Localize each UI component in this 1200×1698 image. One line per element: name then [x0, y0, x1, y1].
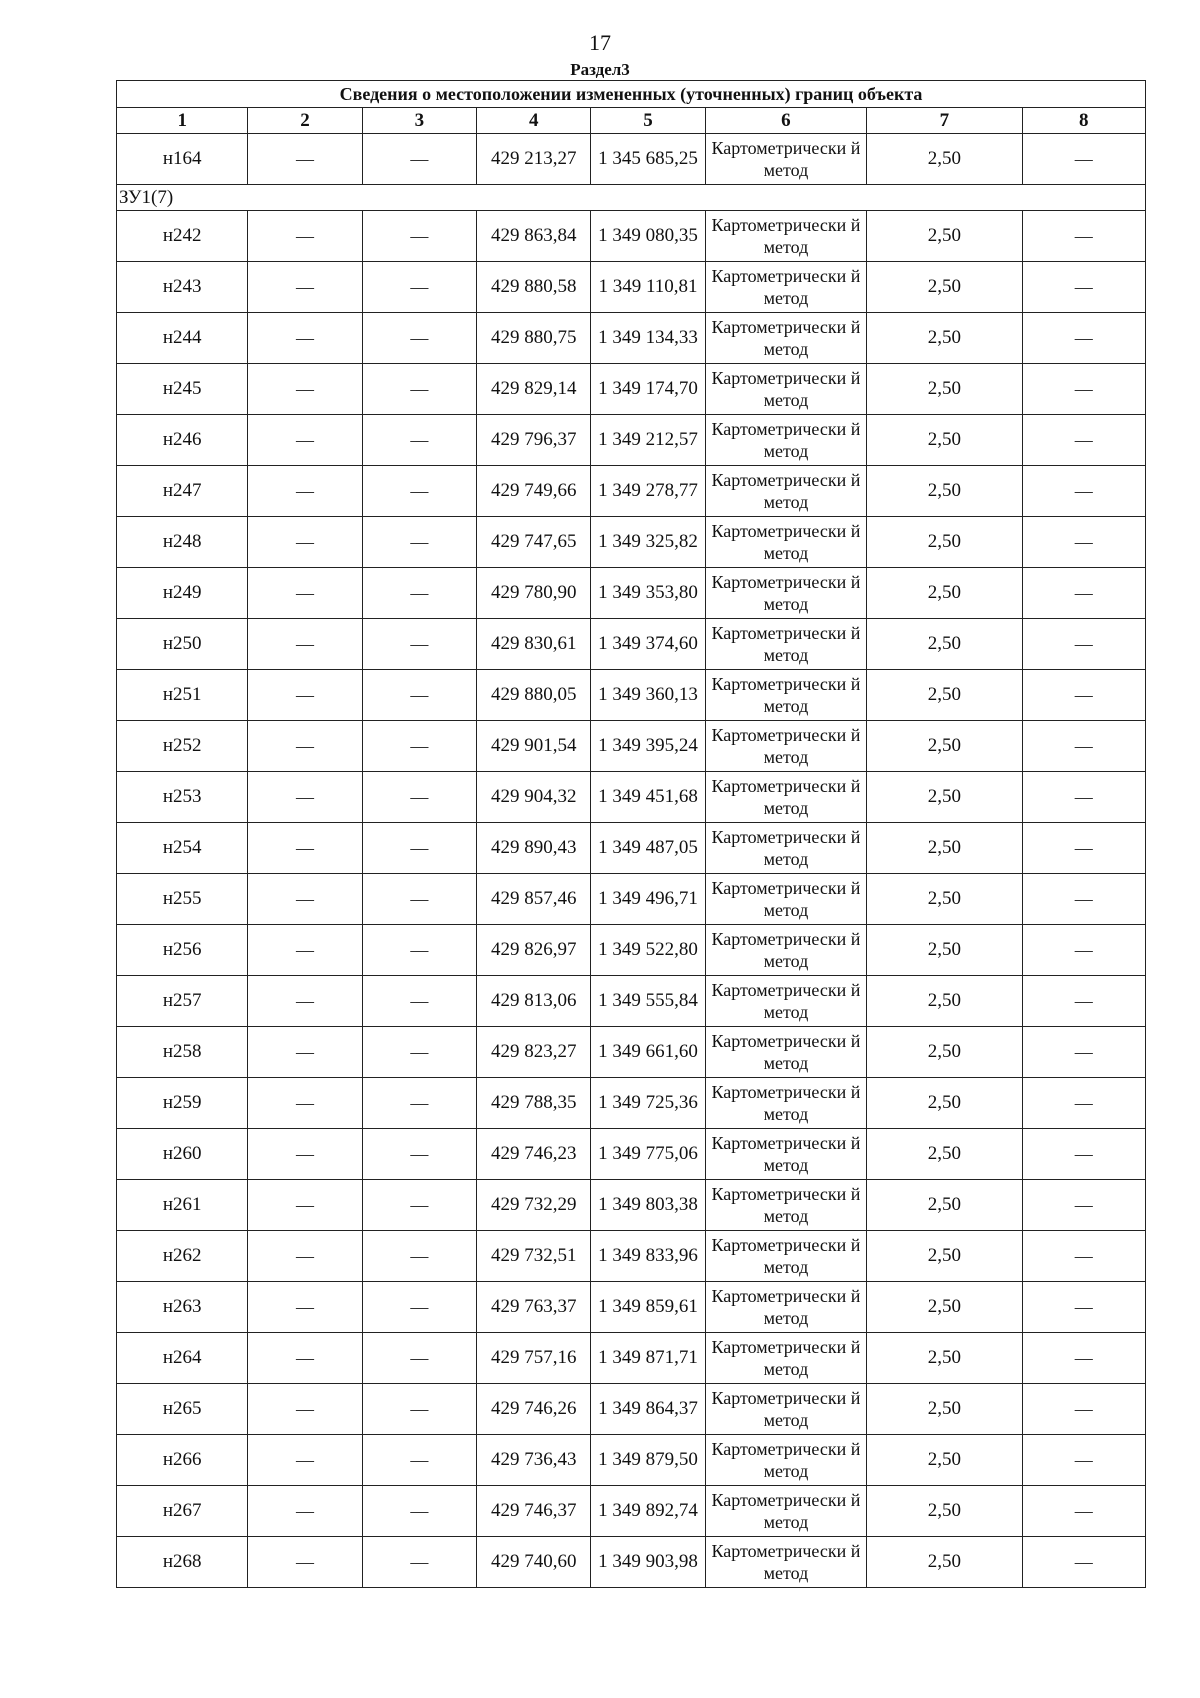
column3-cell: —: [362, 823, 476, 874]
column8-cell: —: [1022, 1027, 1145, 1078]
table-row: [117, 1435, 1146, 1486]
accuracy-cell: 2,50: [867, 1486, 1022, 1537]
column2-cell: —: [248, 568, 362, 619]
point-cell: н252: [117, 721, 248, 772]
column2-cell: —: [248, 1027, 362, 1078]
point-cell: н249: [117, 568, 248, 619]
column8-cell: —: [1022, 1282, 1145, 1333]
column8-cell: —: [1022, 211, 1145, 262]
column2-cell: —: [248, 976, 362, 1027]
y-coordinate-cell: 1 349 212,57: [591, 415, 705, 466]
x-coordinate-cell: 429 890,43: [477, 823, 591, 874]
accuracy-cell: 2,50: [867, 772, 1022, 823]
point-cell: н245: [117, 364, 248, 415]
accuracy-cell: 2,50: [867, 1231, 1022, 1282]
y-coordinate-cell: 1 349 487,05: [591, 823, 705, 874]
column8-cell: —: [1022, 1231, 1145, 1282]
y-coordinate-cell: 1 349 661,60: [591, 1027, 705, 1078]
column2-cell: —: [248, 1537, 362, 1588]
y-coordinate-cell: 1 349 134,33: [591, 313, 705, 364]
point-cell: н267: [117, 1486, 248, 1537]
y-coordinate-cell: 1 349 278,77: [591, 466, 705, 517]
column2-cell: —: [248, 1384, 362, 1435]
column2-cell: —: [248, 211, 362, 262]
x-coordinate-cell: 429 788,35: [477, 1078, 591, 1129]
method-cell: Картометрически й метод: [705, 1333, 866, 1384]
table-row: [117, 364, 1146, 415]
method-cell: Картометрически й метод: [705, 670, 866, 721]
x-coordinate-cell: 429 830,61: [477, 619, 591, 670]
column3-cell: —: [362, 1282, 476, 1333]
method-cell: Картометрически й метод: [705, 1078, 866, 1129]
column8-cell: —: [1022, 1435, 1145, 1486]
column8-cell: —: [1022, 721, 1145, 772]
table-title: Сведения о местоположении измененных (уточненных) границ объекта: [117, 81, 1146, 108]
column2-cell: —: [248, 466, 362, 517]
table-title-row: [117, 81, 1146, 108]
point-cell: н263: [117, 1282, 248, 1333]
column3-cell: —: [362, 1129, 476, 1180]
point-cell: н259: [117, 1078, 248, 1129]
table-row: [117, 1231, 1146, 1282]
column2-cell: —: [248, 1435, 362, 1486]
y-coordinate-cell: 1 349 496,71: [591, 874, 705, 925]
accuracy-cell: 2,50: [867, 1537, 1022, 1588]
y-coordinate-cell: 1 349 360,13: [591, 670, 705, 721]
method-cell: Картометрически й метод: [705, 466, 866, 517]
x-coordinate-cell: 429 746,37: [477, 1486, 591, 1537]
column8-cell: —: [1022, 1384, 1145, 1435]
column2-cell: —: [248, 262, 362, 313]
accuracy-cell: 2,50: [867, 619, 1022, 670]
y-coordinate-cell: 1 349 864,37: [591, 1384, 705, 1435]
column2-cell: —: [248, 772, 362, 823]
column3-cell: —: [362, 262, 476, 313]
table-row: [117, 466, 1146, 517]
column3-cell: —: [362, 874, 476, 925]
accuracy-cell: 2,50: [867, 134, 1022, 185]
y-coordinate-cell: 1 349 353,80: [591, 568, 705, 619]
method-cell: Картометрически й метод: [705, 262, 866, 313]
accuracy-cell: 2,50: [867, 670, 1022, 721]
column-header: 1: [117, 108, 248, 134]
table-row: [117, 1486, 1146, 1537]
column2-cell: —: [248, 925, 362, 976]
method-cell: Картометрически й метод: [705, 874, 866, 925]
x-coordinate-cell: 429 823,27: [477, 1027, 591, 1078]
x-coordinate-cell: 429 904,32: [477, 772, 591, 823]
column3-cell: —: [362, 1333, 476, 1384]
y-coordinate-cell: 1 349 833,96: [591, 1231, 705, 1282]
table-row: [117, 1078, 1146, 1129]
method-cell: Картометрически й метод: [705, 1231, 866, 1282]
table-row: [117, 1333, 1146, 1384]
method-cell: Картометрически й метод: [705, 772, 866, 823]
column8-cell: —: [1022, 568, 1145, 619]
column2-cell: —: [248, 1282, 362, 1333]
method-cell: Картометрически й метод: [705, 517, 866, 568]
column3-cell: —: [362, 568, 476, 619]
point-cell: н255: [117, 874, 248, 925]
table-row: [117, 670, 1146, 721]
y-coordinate-cell: 1 349 451,68: [591, 772, 705, 823]
method-cell: Картометрически й метод: [705, 364, 866, 415]
point-cell: н264: [117, 1333, 248, 1384]
table-row: [117, 976, 1146, 1027]
column3-cell: —: [362, 517, 476, 568]
column3-cell: —: [362, 1384, 476, 1435]
table-row: [117, 721, 1146, 772]
point-cell: н257: [117, 976, 248, 1027]
boundary-table: [116, 80, 1146, 1588]
table-row: [117, 134, 1146, 185]
point-cell: н262: [117, 1231, 248, 1282]
column-header: 5: [591, 108, 705, 134]
accuracy-cell: 2,50: [867, 211, 1022, 262]
column3-cell: —: [362, 466, 476, 517]
method-cell: Картометрически й метод: [705, 313, 866, 364]
table-row: [117, 874, 1146, 925]
method-cell: Картометрически й метод: [705, 211, 866, 262]
method-cell: Картометрически й метод: [705, 1180, 866, 1231]
column3-cell: —: [362, 721, 476, 772]
y-coordinate-cell: 1 349 903,98: [591, 1537, 705, 1588]
y-coordinate-cell: 1 349 080,35: [591, 211, 705, 262]
x-coordinate-cell: 429 880,58: [477, 262, 591, 313]
column8-cell: —: [1022, 1180, 1145, 1231]
column8-cell: —: [1022, 313, 1145, 364]
page-number: 17: [589, 30, 611, 55]
x-coordinate-cell: 429 863,84: [477, 211, 591, 262]
method-cell: Картометрически й метод: [705, 925, 866, 976]
table-row: [117, 772, 1146, 823]
column8-cell: —: [1022, 415, 1145, 466]
method-cell: Картометрически й метод: [705, 1537, 866, 1588]
column3-cell: —: [362, 670, 476, 721]
table-row: [117, 1180, 1146, 1231]
x-coordinate-cell: 429 901,54: [477, 721, 591, 772]
point-cell: н260: [117, 1129, 248, 1180]
column2-cell: —: [248, 1486, 362, 1537]
column3-cell: —: [362, 1027, 476, 1078]
y-coordinate-cell: 1 349 725,36: [591, 1078, 705, 1129]
accuracy-cell: 2,50: [867, 415, 1022, 466]
column-header: 6: [705, 108, 866, 134]
x-coordinate-cell: 429 732,29: [477, 1180, 591, 1231]
x-coordinate-cell: 429 826,97: [477, 925, 591, 976]
point-cell: н253: [117, 772, 248, 823]
column2-cell: —: [248, 134, 362, 185]
x-coordinate-cell: 429 829,14: [477, 364, 591, 415]
column8-cell: —: [1022, 1078, 1145, 1129]
x-coordinate-cell: 429 796,37: [477, 415, 591, 466]
column2-cell: —: [248, 1078, 362, 1129]
method-cell: Картометрически й метод: [705, 619, 866, 670]
y-coordinate-cell: 1 345 685,25: [591, 134, 705, 185]
point-cell: н244: [117, 313, 248, 364]
column2-cell: —: [248, 721, 362, 772]
column3-cell: —: [362, 925, 476, 976]
column2-cell: —: [248, 415, 362, 466]
method-cell: Картометрически й метод: [705, 823, 866, 874]
column2-cell: —: [248, 670, 362, 721]
method-cell: Картометрически й метод: [705, 1282, 866, 1333]
accuracy-cell: 2,50: [867, 1027, 1022, 1078]
group-row: [117, 185, 1146, 211]
y-coordinate-cell: 1 349 803,38: [591, 1180, 705, 1231]
column2-cell: —: [248, 1180, 362, 1231]
method-cell: Картометрически й метод: [705, 134, 866, 185]
column-header: 3: [362, 108, 476, 134]
column8-cell: —: [1022, 364, 1145, 415]
accuracy-cell: 2,50: [867, 364, 1022, 415]
y-coordinate-cell: 1 349 879,50: [591, 1435, 705, 1486]
x-coordinate-cell: 429 746,26: [477, 1384, 591, 1435]
x-coordinate-cell: 429 736,43: [477, 1435, 591, 1486]
accuracy-cell: 2,50: [867, 1435, 1022, 1486]
column2-cell: —: [248, 364, 362, 415]
x-coordinate-cell: 429 747,65: [477, 517, 591, 568]
column8-cell: —: [1022, 134, 1145, 185]
column3-cell: —: [362, 134, 476, 185]
table-row: [117, 313, 1146, 364]
method-cell: Картометрически й метод: [705, 1384, 866, 1435]
y-coordinate-cell: 1 349 110,81: [591, 262, 705, 313]
point-cell: н256: [117, 925, 248, 976]
column-header-row: [117, 108, 1146, 134]
point-cell: н246: [117, 415, 248, 466]
x-coordinate-cell: 429 780,90: [477, 568, 591, 619]
y-coordinate-cell: 1 349 775,06: [591, 1129, 705, 1180]
column8-cell: —: [1022, 1333, 1145, 1384]
point-cell: н266: [117, 1435, 248, 1486]
column3-cell: —: [362, 1078, 476, 1129]
column3-cell: —: [362, 619, 476, 670]
method-cell: Картометрически й метод: [705, 976, 866, 1027]
table-row: [117, 1282, 1146, 1333]
x-coordinate-cell: 429 732,51: [477, 1231, 591, 1282]
point-cell: н242: [117, 211, 248, 262]
x-coordinate-cell: 429 213,27: [477, 134, 591, 185]
column2-cell: —: [248, 619, 362, 670]
accuracy-cell: 2,50: [867, 568, 1022, 619]
column3-cell: —: [362, 772, 476, 823]
x-coordinate-cell: 429 749,66: [477, 466, 591, 517]
column3-cell: —: [362, 1435, 476, 1486]
column3-cell: —: [362, 1486, 476, 1537]
column2-cell: —: [248, 874, 362, 925]
column2-cell: —: [248, 1129, 362, 1180]
column8-cell: —: [1022, 1129, 1145, 1180]
table-row: [117, 1537, 1146, 1588]
point-cell: н248: [117, 517, 248, 568]
table-row: [117, 211, 1146, 262]
x-coordinate-cell: 429 857,46: [477, 874, 591, 925]
method-cell: Картометрически й метод: [705, 415, 866, 466]
point-cell: н258: [117, 1027, 248, 1078]
accuracy-cell: 2,50: [867, 925, 1022, 976]
y-coordinate-cell: 1 349 374,60: [591, 619, 705, 670]
accuracy-cell: 2,50: [867, 517, 1022, 568]
column8-cell: —: [1022, 1486, 1145, 1537]
y-coordinate-cell: 1 349 325,82: [591, 517, 705, 568]
table-row: [117, 568, 1146, 619]
method-cell: Картометрически й метод: [705, 1486, 866, 1537]
column-header: 4: [477, 108, 591, 134]
accuracy-cell: 2,50: [867, 823, 1022, 874]
column8-cell: —: [1022, 517, 1145, 568]
accuracy-cell: 2,50: [867, 976, 1022, 1027]
column3-cell: —: [362, 364, 476, 415]
column8-cell: —: [1022, 874, 1145, 925]
section-label: Раздел3: [570, 60, 630, 79]
x-coordinate-cell: 429 813,06: [477, 976, 591, 1027]
table-row: [117, 1027, 1146, 1078]
y-coordinate-cell: 1 349 555,84: [591, 976, 705, 1027]
x-coordinate-cell: 429 880,05: [477, 670, 591, 721]
method-cell: Картометрически й метод: [705, 1435, 866, 1486]
table-row: [117, 415, 1146, 466]
y-coordinate-cell: 1 349 871,71: [591, 1333, 705, 1384]
accuracy-cell: 2,50: [867, 1129, 1022, 1180]
x-coordinate-cell: 429 880,75: [477, 313, 591, 364]
column8-cell: —: [1022, 262, 1145, 313]
point-cell: н250: [117, 619, 248, 670]
y-coordinate-cell: 1 349 859,61: [591, 1282, 705, 1333]
column2-cell: —: [248, 1231, 362, 1282]
point-cell: н265: [117, 1384, 248, 1435]
method-cell: Картометрически й метод: [705, 721, 866, 772]
column8-cell: —: [1022, 670, 1145, 721]
accuracy-cell: 2,50: [867, 874, 1022, 925]
table-row: [117, 1129, 1146, 1180]
column-header: 2: [248, 108, 362, 134]
y-coordinate-cell: 1 349 892,74: [591, 1486, 705, 1537]
column3-cell: —: [362, 415, 476, 466]
column8-cell: —: [1022, 823, 1145, 874]
y-coordinate-cell: 1 349 522,80: [591, 925, 705, 976]
y-coordinate-cell: 1 349 395,24: [591, 721, 705, 772]
accuracy-cell: 2,50: [867, 1333, 1022, 1384]
table-row: [117, 823, 1146, 874]
column8-cell: —: [1022, 466, 1145, 517]
table-row: [117, 262, 1146, 313]
table-row: [117, 517, 1146, 568]
method-cell: Картометрически й метод: [705, 568, 866, 619]
column8-cell: —: [1022, 1537, 1145, 1588]
x-coordinate-cell: 429 757,16: [477, 1333, 591, 1384]
point-cell: н243: [117, 262, 248, 313]
column8-cell: —: [1022, 772, 1145, 823]
table-row: [117, 619, 1146, 670]
y-coordinate-cell: 1 349 174,70: [591, 364, 705, 415]
column8-cell: —: [1022, 619, 1145, 670]
accuracy-cell: 2,50: [867, 1078, 1022, 1129]
x-coordinate-cell: 429 763,37: [477, 1282, 591, 1333]
column-header: 7: [867, 108, 1022, 134]
accuracy-cell: 2,50: [867, 1180, 1022, 1231]
x-coordinate-cell: 429 740,60: [477, 1537, 591, 1588]
column3-cell: —: [362, 1231, 476, 1282]
column2-cell: —: [248, 823, 362, 874]
point-cell: н164: [117, 134, 248, 185]
point-cell: н251: [117, 670, 248, 721]
table-row: [117, 925, 1146, 976]
column3-cell: —: [362, 313, 476, 364]
column3-cell: —: [362, 976, 476, 1027]
column3-cell: —: [362, 1537, 476, 1588]
point-cell: н247: [117, 466, 248, 517]
column3-cell: —: [362, 1180, 476, 1231]
accuracy-cell: 2,50: [867, 262, 1022, 313]
table-row: [117, 1384, 1146, 1435]
method-cell: Картометрически й метод: [705, 1129, 866, 1180]
group-label: ЗУ1(7): [117, 185, 1146, 211]
column-header: 8: [1022, 108, 1145, 134]
point-cell: н254: [117, 823, 248, 874]
column2-cell: —: [248, 313, 362, 364]
column2-cell: —: [248, 517, 362, 568]
column8-cell: —: [1022, 925, 1145, 976]
column3-cell: —: [362, 211, 476, 262]
column2-cell: —: [248, 1333, 362, 1384]
x-coordinate-cell: 429 746,23: [477, 1129, 591, 1180]
method-cell: Картометрически й метод: [705, 1027, 866, 1078]
point-cell: н261: [117, 1180, 248, 1231]
accuracy-cell: 2,50: [867, 1282, 1022, 1333]
accuracy-cell: 2,50: [867, 466, 1022, 517]
accuracy-cell: 2,50: [867, 1384, 1022, 1435]
point-cell: н268: [117, 1537, 248, 1588]
column8-cell: —: [1022, 976, 1145, 1027]
accuracy-cell: 2,50: [867, 721, 1022, 772]
accuracy-cell: 2,50: [867, 313, 1022, 364]
